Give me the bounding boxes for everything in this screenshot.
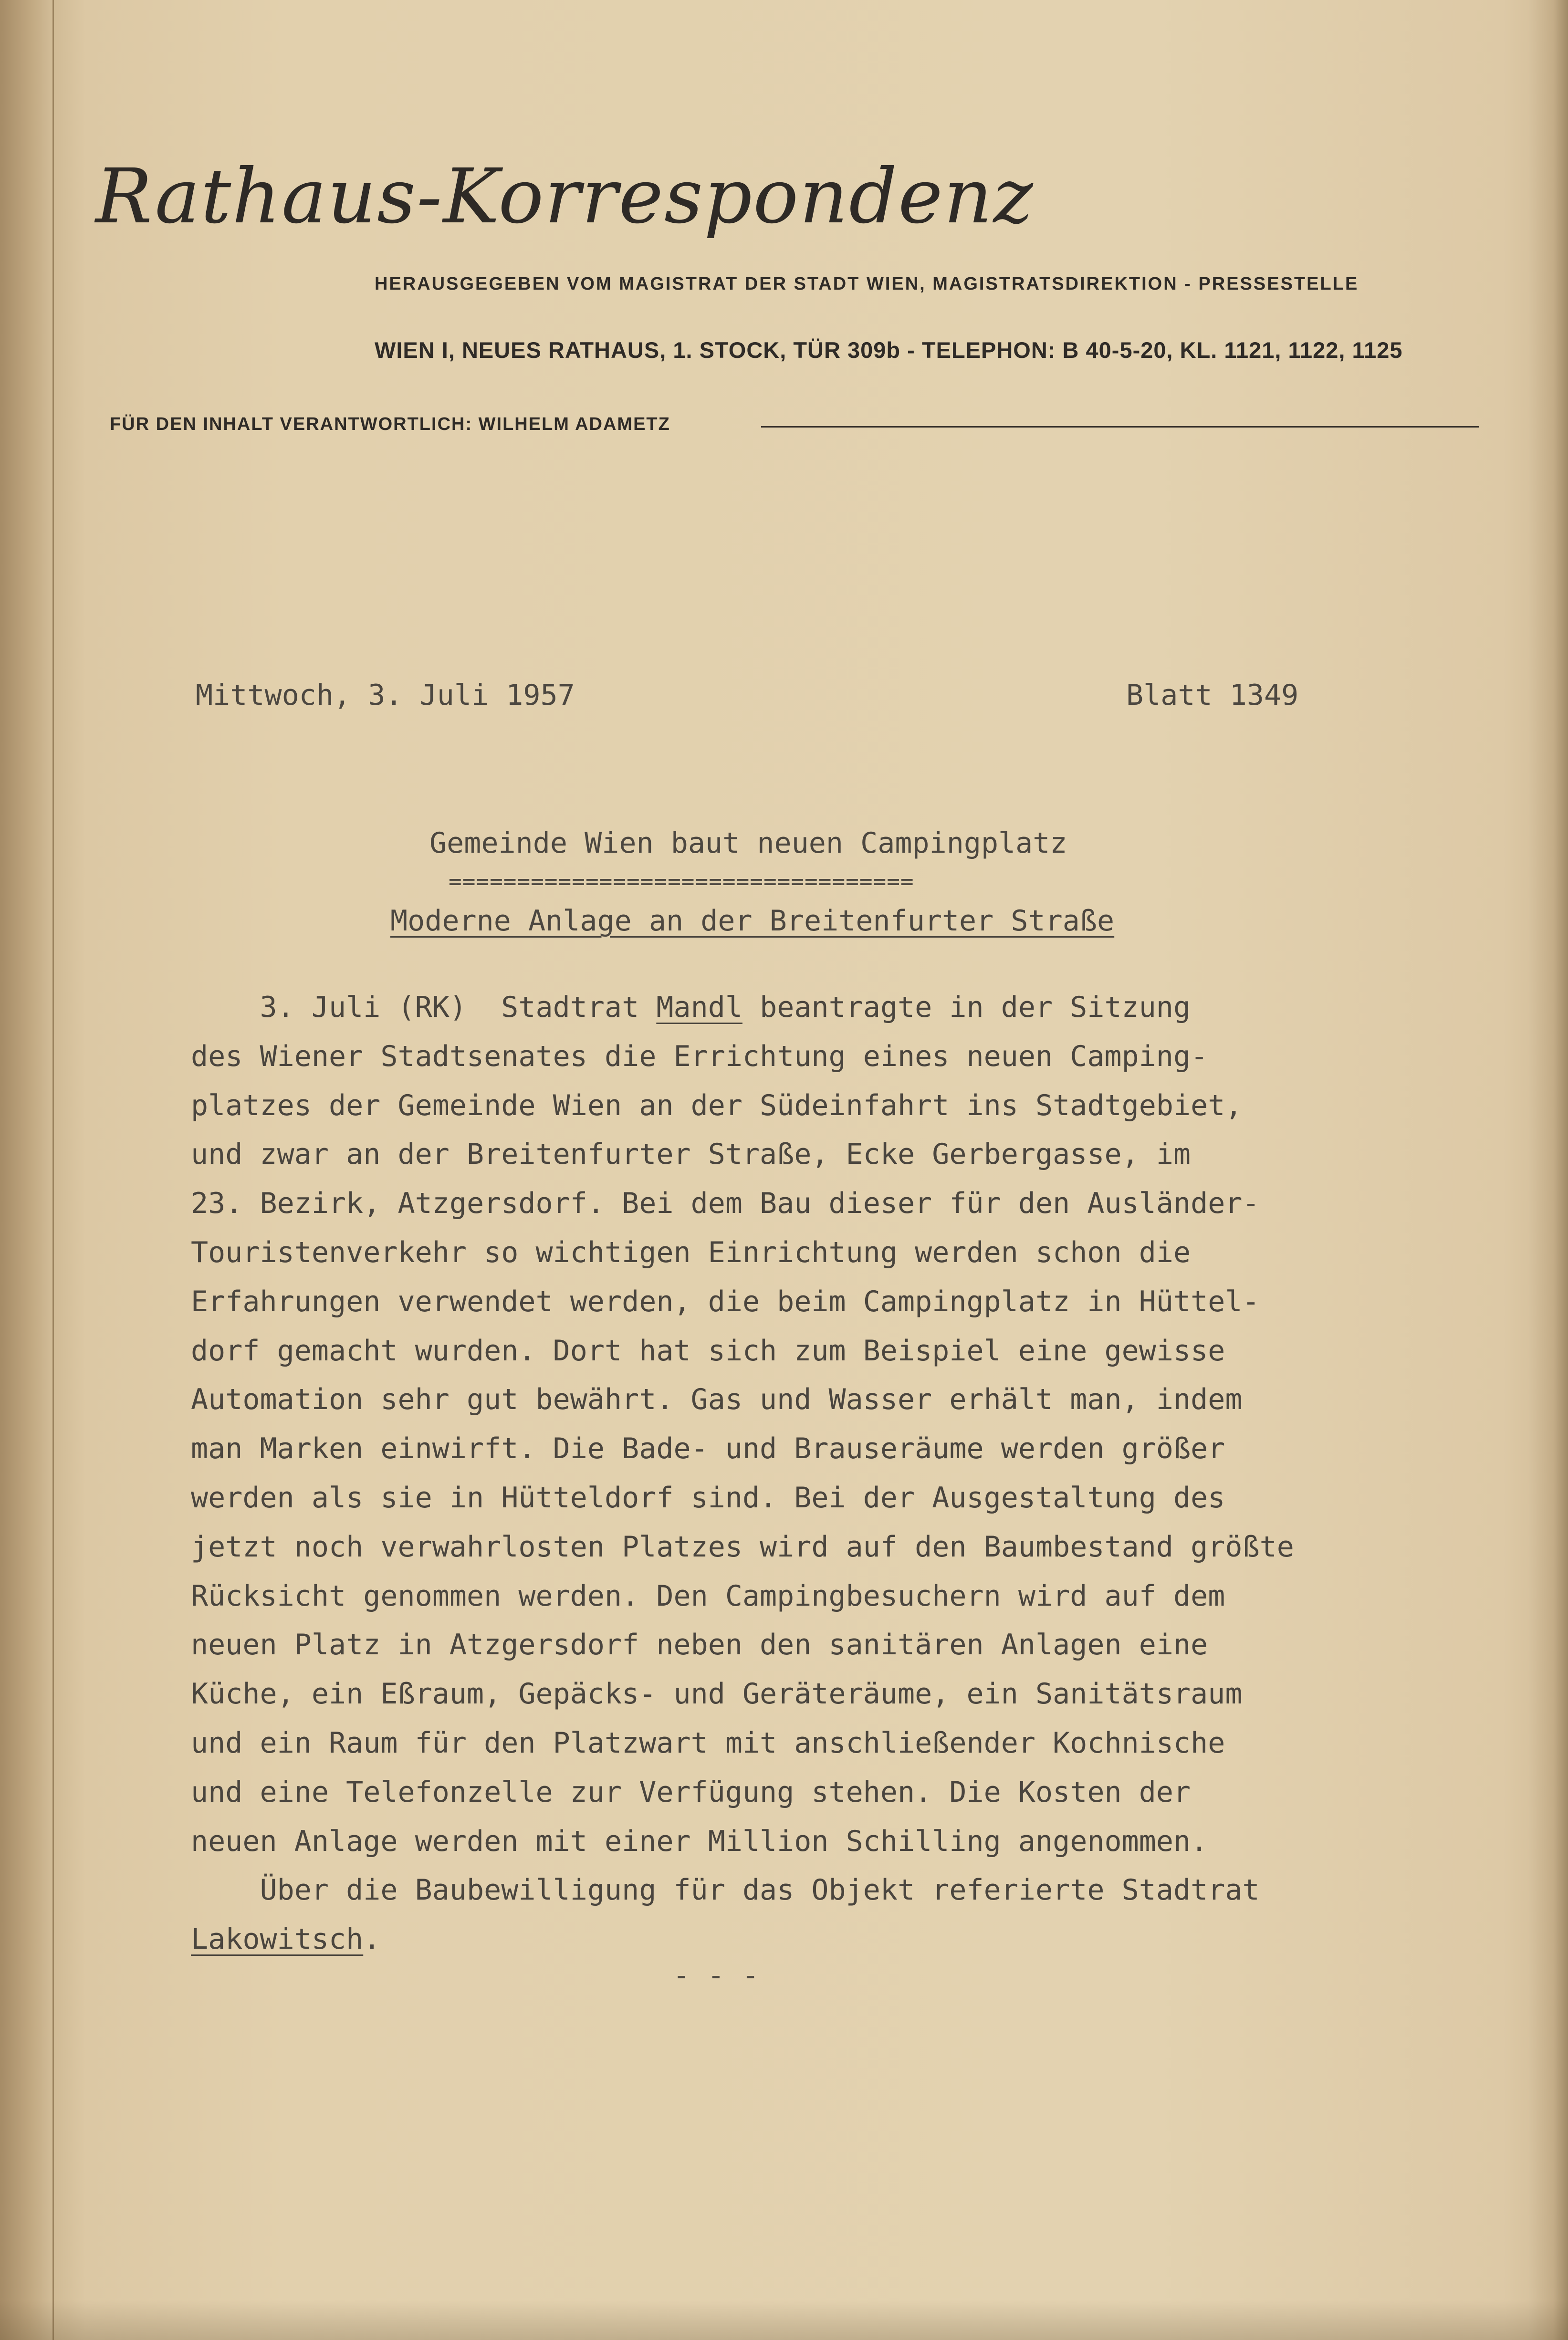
article-subheadline: Moderne Anlage an der Breitenfurter Straße <box>390 904 1115 938</box>
body-line: und ein Raum für den Platzwart mit anschließender Kochnische <box>191 1726 1225 1760</box>
body-line: des Wiener Stadtsenates die Errichtung eines neuen Camping- <box>191 1039 1208 1073</box>
binding-spine <box>0 0 54 2340</box>
body-line: neuen Anlage werden mit einer Million Schilling angenommen. <box>191 1824 1208 1858</box>
body-line: 23. Bezirk, Atzgersdorf. Bei dem Bau dieser für den Ausländer- <box>191 1187 1260 1221</box>
page-bottom-shadow <box>0 2300 1568 2340</box>
person-name-mandl: Mandl <box>656 991 742 1024</box>
body-line-text: . <box>363 1922 381 1956</box>
page-right-edge <box>1529 0 1568 2340</box>
body-line <box>191 1915 1455 1964</box>
body-line: und eine Telefonzelle zur Verfügung stehen. Die Kosten der <box>191 1775 1191 1809</box>
body-line: platzes der Gemeinde Wien an der Südeinfahrt ins Stadtgebiet, <box>191 1088 1243 1122</box>
article-body <box>191 983 1455 1964</box>
body-line: Küche, ein Eßraum, Gepäcks- und Geräteräume, ein Sanitätsraum <box>191 1677 1243 1711</box>
body-line <box>191 983 1455 1032</box>
body-line: man Marken einwirft. Die Bade- und Brauseräume werden größer <box>191 1432 1225 1466</box>
masthead-rule <box>761 426 1479 428</box>
body-line-text: beantragte in der Sitzung <box>742 991 1191 1024</box>
body-line: neuen Platz in Atzgersdorf neben den sanitären Anlagen eine <box>191 1628 1208 1662</box>
body-line: und zwar an der Breitenfurter Straße, Ecke Gerbergasse, im <box>191 1138 1191 1171</box>
body-line: Touristenverkehr so wichtigen Einrichtung werden schon die <box>191 1235 1191 1269</box>
body-line: Rücksicht genommen werden. Den Campingbesuchern wird auf dem <box>191 1579 1225 1613</box>
masthead-address-line: WIEN I, NEUES RATHAUS, 1. STOCK, TÜR 309b - TELEPHON: B 40-5-20, KL. 1121, 1122, 1125 <box>375 337 1403 363</box>
masthead-responsible-line: FÜR DEN INHALT VERANTWORTLICH: WILHELM ADAMETZ <box>110 414 670 434</box>
person-name-lakowitsch: Lakowitsch <box>191 1922 364 1956</box>
body-line: Erfahrungen verwendet werden, die beim Campingplatz in Hüttel- <box>191 1285 1260 1318</box>
sheet-number: Blatt 1349 <box>1126 679 1299 712</box>
body-line: werden als sie in Hütteldorf sind. Bei der Ausgestaltung des <box>191 1481 1225 1515</box>
body-line: Automation sehr gut bewährt. Gas und Wasser erhält man, indem <box>191 1383 1243 1417</box>
body-line: jetzt noch verwahrlosten Platzes wird auf den Baumbestand größte <box>191 1530 1294 1564</box>
body-line: dorf gemacht wurden. Dort hat sich zum Beispiel eine gewisse <box>191 1334 1225 1368</box>
end-mark: - - - <box>673 1959 759 1992</box>
masthead-title: Rathaus-Korrespondenz <box>95 153 1034 240</box>
masthead-publisher-line: HERAUSGEGEBEN VOM MAGISTRAT DER STADT WIEN, MAGISTRATSDIREKTION - PRESSESTELLE <box>375 274 1359 294</box>
date-line: Mittwoch, 3. Juli 1957 <box>196 679 575 712</box>
headline-double-rule: ================================== <box>449 868 914 894</box>
body-line-text: 3. Juli (RK) Stadtrat <box>191 991 657 1024</box>
article-headline: Gemeinde Wien baut neuen Campingplatz <box>429 826 1067 860</box>
body-line: Über die Baubewilligung für das Objekt referierte Stadtrat <box>191 1873 1260 1907</box>
